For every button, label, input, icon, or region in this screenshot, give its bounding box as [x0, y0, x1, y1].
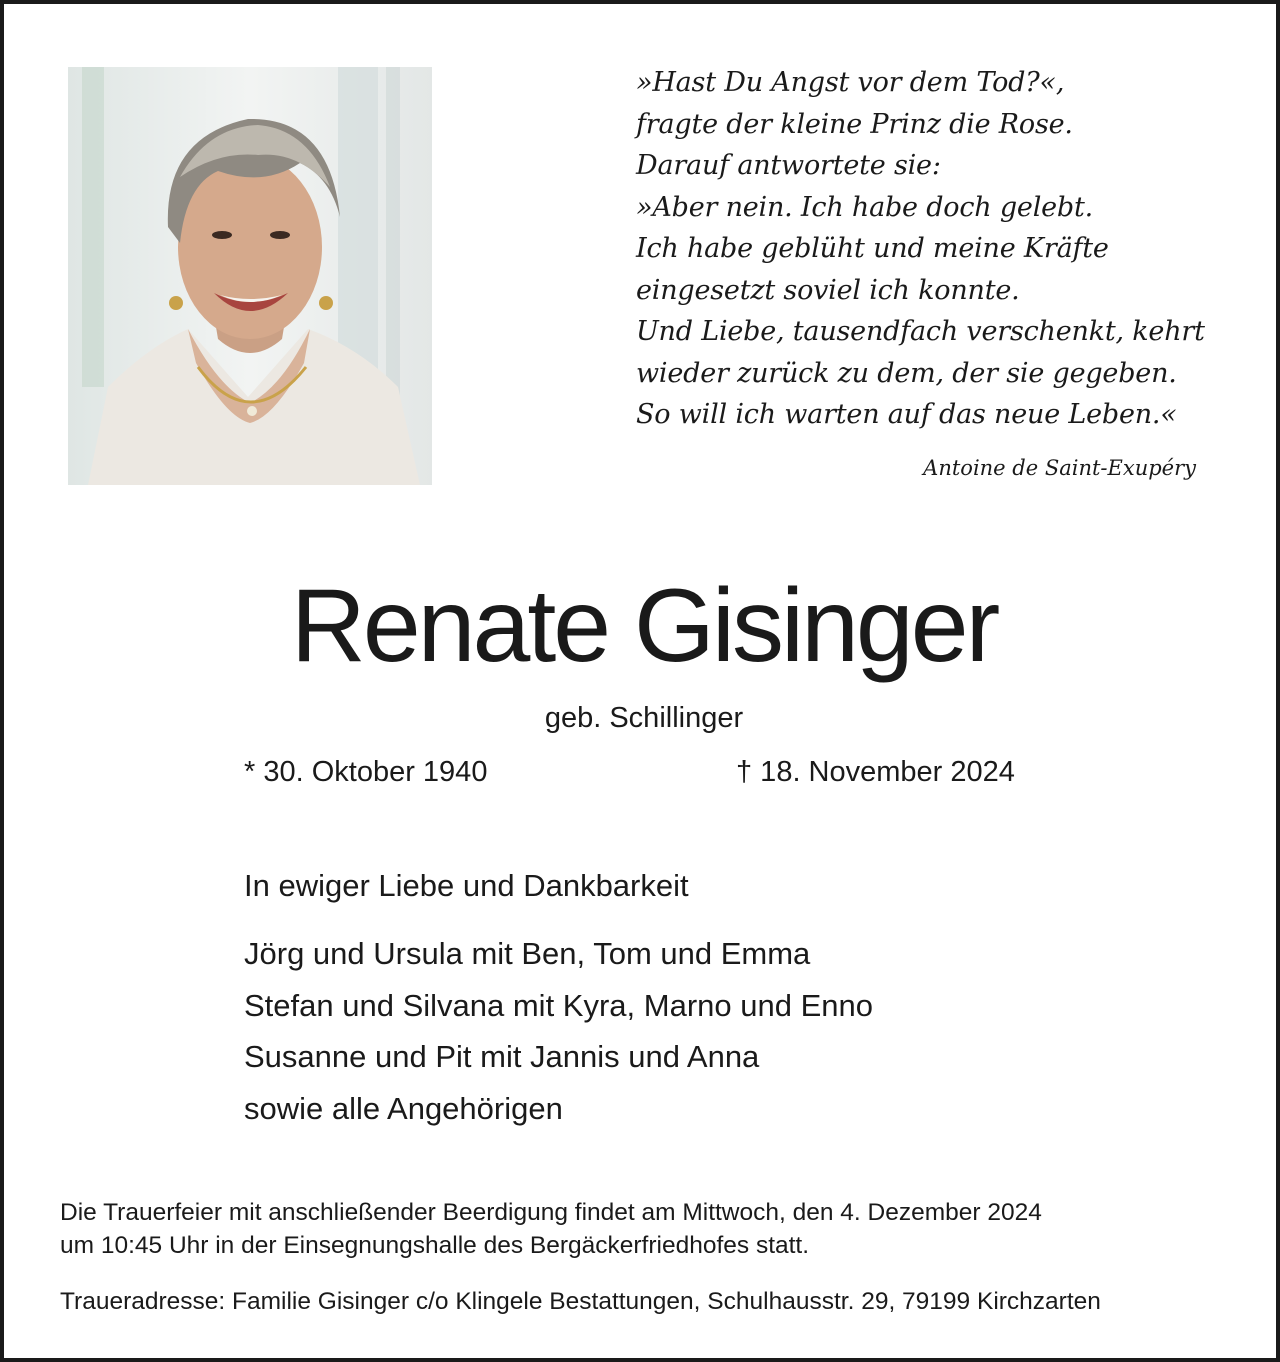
quote-line: Darauf antwortete sie: [636, 150, 941, 181]
mourner-line: Susanne und Pit mit Jannis und Anna [244, 1039, 760, 1074]
portrait-illustration [68, 67, 432, 485]
quote-line: Ich habe geblüht und meine Kräfte [636, 233, 1109, 264]
birth-date: * 30. Oktober 1940 [244, 756, 488, 788]
quote-line: eingesetzt soviel ich konnte. [636, 274, 1020, 306]
poem-quote [636, 62, 1236, 436]
quote-author: Antoine de Saint-Exupéry [923, 456, 1196, 480]
quote-line: fragte der kleine Prinz die Rose. [636, 108, 1073, 140]
quote-line: So will ich warten auf das neue Leben.« [636, 399, 1177, 430]
quote-line: »Hast Du Angst vor dem Tod?«, [636, 67, 1065, 98]
ceremony-line: Die Trauerfeier mit anschließender Beerdigung findet am Mittwoch, den 4. Dezember 2024 [60, 1199, 1042, 1226]
mourner-line: Stefan und Silvana mit Kyra, Marno und Enno [244, 987, 873, 1023]
death-date: † 18. November 2024 [736, 756, 1015, 788]
mourners-list [244, 928, 873, 1134]
quote-line: Und Liebe, tausendfach verschenkt, kehrt [636, 316, 1205, 347]
maiden-name: geb. Schillinger [544, 702, 744, 734]
deceased-name: Renate Gisinger [290, 568, 998, 684]
ceremony-line: um 10:45 Uhr in der Einsegnungshalle des Bergäckerfriedhofes statt. [60, 1232, 810, 1259]
mourner-line: sowie alle Angehörigen [244, 1090, 563, 1126]
mourners-intro: In ewiger Liebe und Dankbarkeit [244, 868, 689, 903]
mourning-address: Traueradresse: Familie Gisinger c/o Klingele Bestattungen, Schulhausstr. 29, 79199 Kirchzarten [60, 1288, 1101, 1315]
mourner-line: Jörg und Ursula mit Ben, Tom und Emma [244, 936, 811, 971]
portrait-photo [68, 67, 432, 485]
quote-line: wieder zurück zu dem, der sie gegeben. [636, 357, 1177, 389]
quote-line: »Aber nein. Ich habe doch gelebt. [636, 191, 1094, 223]
funeral-ceremony-info [60, 1196, 1042, 1262]
